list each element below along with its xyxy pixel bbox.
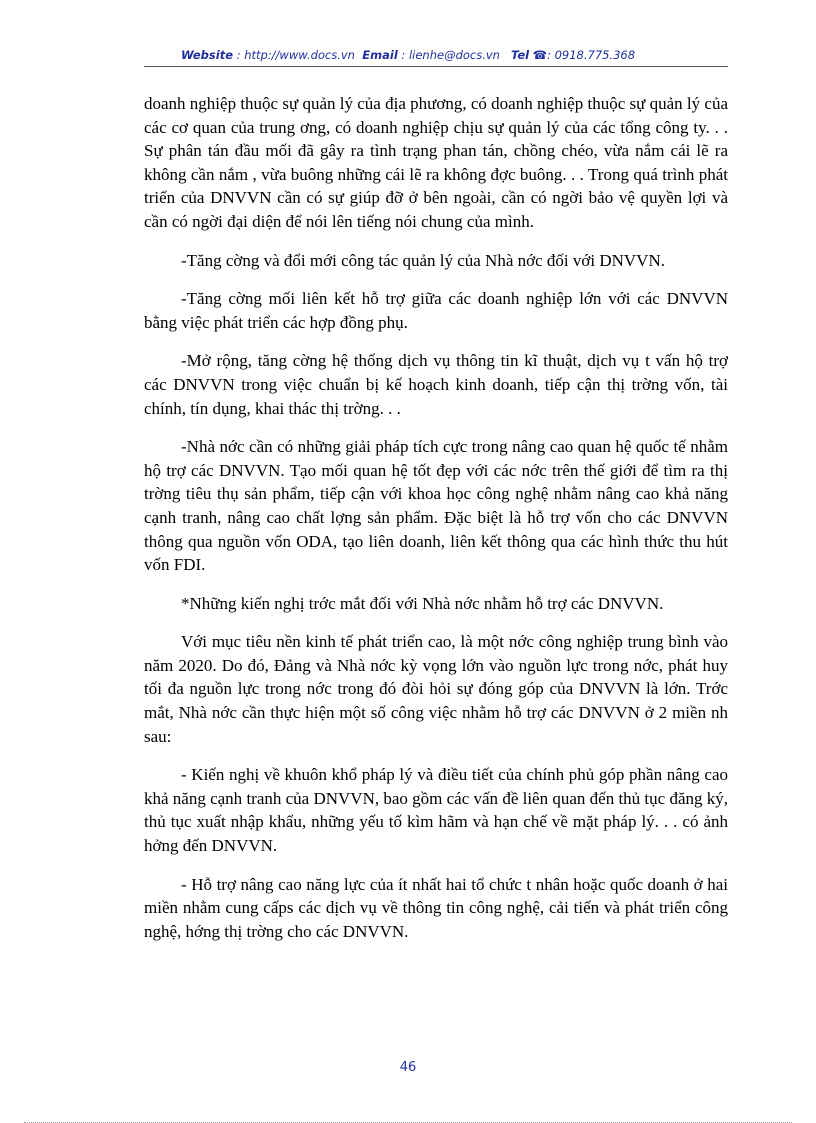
website-label: Website [180, 48, 234, 62]
paragraph: *Những kiến nghị trớc mắt đối với Nhà nớc nhằm hỗ trợ các DNVVN. [181, 593, 664, 613]
phone-icon: ☎ [532, 48, 548, 62]
paragraph: Với mục tiêu nền kinh tế phát triển cao, là một nớc công nghiệp trung bình vào năm 2020. Do đó, Đảng và Nhà nớc kỳ vọng lớn vào nguồn lực trong nớc, phát huy tối đa nguồn lực trong nớc trong đó đòi hỏi sự đóng góp của DNVVN là lớn. Trớc mắt, Nhà nớc cần thực hiện một số công việc nhằm hỗ trợ các DNVVN ở 2 miền nh sau: [144, 632, 728, 746]
website-link[interactable]: : http://www.docs.vn [236, 48, 355, 62]
paragraph: doanh nghiệp thuộc sự quản lý của địa phương, có doanh nghiệp thuộc sự quản lý của các cơ quan của trung ơng, có doanh nghiệp chịu sự quản lý của các tổng công ty. . . Sự phân tán đầu mối đã gây ra tình trạng phan tán, chồng chéo, vừa nắm cái lẽ ra không cần nắm , vừa buông những cái lẽ ra không đợc buông. . . Trong quá trình phát triển của DNVVN cần có sự giúp đỡ ở bên ngoài, cần có ngời bảo vệ quyền lợi và cần có ngời đại diện để nói lên tiếng nói chung của mình. [144, 94, 728, 231]
paragraph: - Hỗ trợ nâng cao năng lực của ít nhất hai tổ chức t nhân hoặc quốc doanh ở hai miền nhằm cung cấps các dịch vụ về thông tin công nghệ, cải tiến và phát triển công nghệ, hớng thị trờng cho các DNVVN. [144, 874, 728, 941]
document-body [144, 92, 728, 958]
tel-value: : 0918.775.368 [547, 48, 636, 62]
tel-label: Tel [510, 48, 530, 62]
paragraph: -Tăng cờng mối liên kết hỗ trợ giữa các doanh nghiệp lớn với các DNVVN bằng việc phát triển các hợp đồng phụ. [144, 289, 728, 332]
header-divider [144, 66, 728, 67]
paragraph: -Tăng cờng và đổi mới công tác quản lý của Nhà nớc đối với DNVVN. [181, 250, 665, 270]
page-header [0, 48, 816, 62]
paragraph: - Kiến nghị về khuôn khổ pháp lý và điều tiết của chính phủ góp phần nâng cao khả năng cạnh tranh của DNVVN, bao gồm các vấn đề liên quan đến thủ tục đăng ký, thủ tục xuất nhập khẩu, những yếu tố kìm hãm và hạn chế về mặt pháp lý. . . có ảnh hởng đến DNVVN. [144, 765, 728, 856]
email-link[interactable]: : lienhe@docs.vn [401, 48, 500, 62]
email-label: Email [362, 48, 398, 62]
page-number: 46 [399, 1060, 417, 1075]
paragraph: -Mở rộng, tăng cờng hệ thống dịch vụ thông tin kĩ thuật, dịch vụ t vấn hộ trợ các DNVVN trong việc chuẩn bị kế hoạch kinh doanh, tiếp cận thị trờng vốn, tài chính, tín dụng, khai thác thị trờng. . . [144, 351, 728, 418]
paragraph: -Nhà nớc cần có những giải pháp tích cực trong nâng cao quan hệ quốc tế nhằm hộ trợ các DNVVN. Tạo mối quan hệ tốt đẹp với các nớc trên thế giới để tìm ra thị trờng tiêu thụ sản phẩm, tiếp cận với khoa học công nghệ nhằm nâng cao khả năng cạnh tranh, nâng cao chất lợng sản phẩm. Đặc biệt là hỗ trợ vốn cho các DNVVN thông qua nguồn vốn ODA, tạo liên doanh, liên kết thông qua các hình thức thu hút vốn FDI. [144, 437, 728, 575]
